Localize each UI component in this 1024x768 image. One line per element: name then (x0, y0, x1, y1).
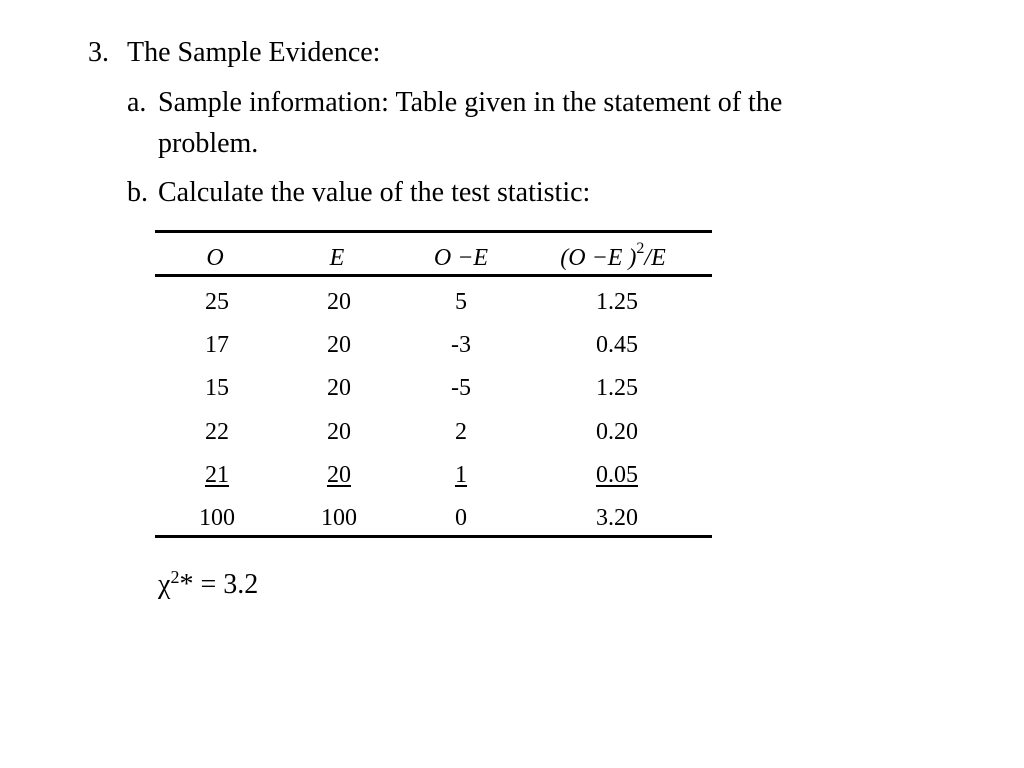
header-formula (533, 240, 693, 272)
table-cell: 15 (205, 375, 229, 401)
item-a-marker: a. (127, 87, 147, 118)
test-statistic-result (158, 568, 258, 602)
table-cell: -5 (451, 375, 471, 401)
table-header-rule (155, 274, 712, 277)
chi-symbol: χ (158, 569, 171, 600)
item-a-line1: Sample information: Table given in the statement of the (158, 87, 783, 118)
table-cell: 2 (455, 419, 467, 445)
underlined-value: 20 (327, 462, 351, 488)
table-cell: 20 (327, 289, 351, 315)
total-cell: 0 (455, 505, 467, 531)
table-cell: 20 (327, 332, 351, 358)
table-cell: 1.25 (596, 289, 638, 315)
table-cell: 1.25 (596, 375, 638, 401)
item-b-line1: Calculate the value of the test statistic: (158, 177, 591, 208)
table-cell: 17 (205, 332, 229, 358)
header-formula-tail: /E (644, 245, 666, 271)
header-o-minus-e: O −E (433, 245, 489, 271)
table-cell (577, 461, 657, 489)
underlined-value: 21 (205, 462, 229, 488)
underlined-value: 0.05 (596, 462, 638, 488)
table-cell: 22 (205, 419, 229, 445)
table-bottom-rule (155, 535, 712, 538)
heading-number: 3. (88, 37, 109, 68)
header-o: O (206, 245, 224, 271)
table-cell (177, 461, 257, 489)
header-e: E (329, 245, 345, 271)
table-top-rule (155, 230, 712, 233)
chi-exponent: 2 (170, 567, 180, 587)
item-b-marker: b. (127, 177, 148, 208)
heading-text: The Sample Evidence: (127, 37, 381, 68)
table-cell: 0.20 (596, 419, 638, 445)
header-formula-open: (O −E ) (560, 245, 637, 271)
table-cell: 25 (205, 289, 229, 315)
table-cell: 5 (455, 289, 467, 315)
table-cell: 0.45 (596, 332, 638, 358)
total-cell: 100 (321, 505, 357, 531)
table-cell: 20 (327, 419, 351, 445)
header-formula-exp: 2 (636, 240, 645, 257)
total-cell: 100 (199, 505, 235, 531)
chi-value: * = 3.2 (179, 569, 259, 600)
table-cell: -3 (451, 332, 471, 358)
underlined-value: 1 (455, 462, 467, 488)
item-a-line2: problem. (158, 128, 259, 159)
table-cell: 20 (327, 375, 351, 401)
table-cell (299, 461, 379, 489)
chi-square-table (155, 230, 712, 538)
total-cell: 3.20 (596, 505, 638, 531)
table-cell (421, 461, 501, 489)
